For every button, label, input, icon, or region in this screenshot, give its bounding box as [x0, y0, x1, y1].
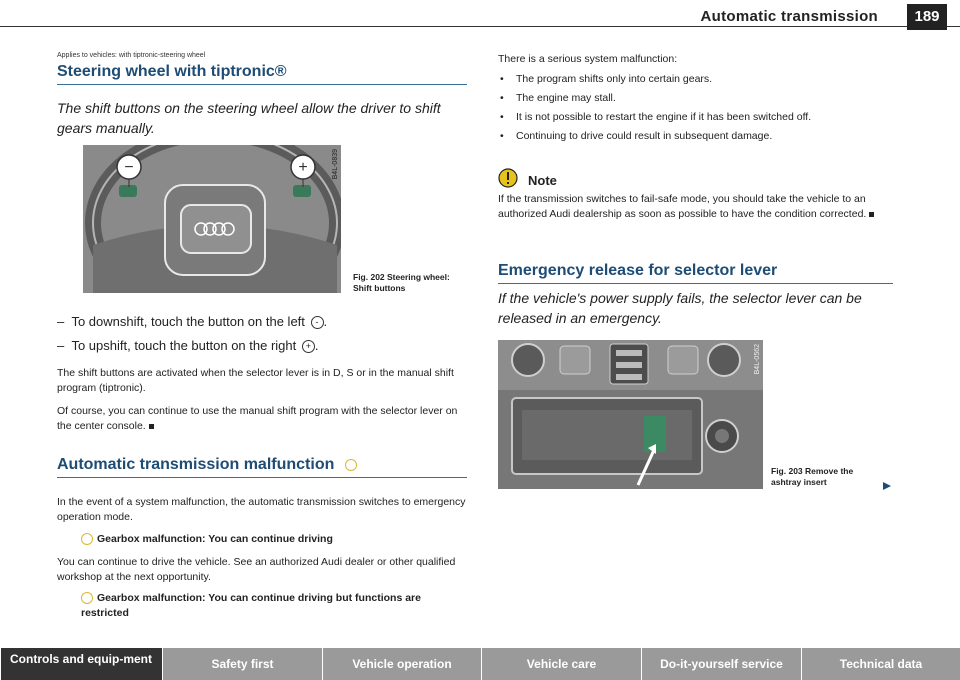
nav-tab-technical-data[interactable]: Technical data: [801, 648, 960, 680]
nav-tab-controls[interactable]: Controls and equip-ment: [0, 648, 162, 680]
figure-caption: Fig. 203 Remove the ashtray insert: [771, 466, 854, 487]
step-text: To upshift, touch the button on the right: [71, 338, 297, 353]
list-item-text: Continuing to drive could result in subsequent damage.: [516, 130, 773, 142]
section-title-steering-wheel: Steering wheel with tiptronic®: [57, 63, 467, 85]
step-downshift: – To downshift, touch the button on the left - .: [57, 314, 328, 329]
section-lead-emergency-release: If the vehicle's power supply fails, the selector lever can be released in an emergency.: [498, 290, 862, 326]
bullet-dot: •: [500, 111, 504, 123]
list-item: [498, 110, 893, 129]
continue-arrow-icon: [882, 481, 892, 491]
paragraph-activation: The shift buttons are activated when the selector lever is in D, S or in the manual shift program (tiptronic).: [57, 367, 454, 394]
warning-text: Gearbox malfunction: You can continue driving but functions are restricted: [81, 592, 421, 619]
note-body: If the transmission switches to fail-safe mode, you should take the vehicle to an authorized Audi dealership as soon as possible to have the condition corrected.: [498, 193, 867, 220]
bottom-navigation: [0, 648, 960, 680]
paragraph-continue: You can continue to drive the vehicle. See an authorized Audi dealer or other qualified workshop at the next opportunity.: [57, 556, 456, 583]
figure-code: B4L-0562: [754, 344, 761, 375]
nav-tab-diy-service[interactable]: Do-it-yourself service: [641, 648, 801, 680]
plus-circle-icon: +: [302, 340, 315, 353]
paragraph-text: Of course, you can continue to use the manual shift program with the selector lever on the center console.: [57, 405, 458, 432]
step-upshift: – To upshift, touch the button on the right + .: [57, 338, 319, 353]
note-exclamation-icon: [498, 168, 518, 188]
applies-to-note: Applies to vehicles: with tiptronic-steering wheel: [57, 52, 206, 59]
bullet-dot: •: [500, 73, 504, 85]
paragraph-manual-program: [57, 404, 467, 434]
console-illustration: [498, 340, 763, 489]
header-rule: [0, 26, 960, 27]
minus-circle-icon: -: [311, 316, 324, 329]
paragraph-malfunction-intro: In the event of a system malfunction, the automatic transmission switches to emergency operation mode.: [57, 496, 466, 523]
warning-light-icon: [81, 533, 93, 545]
list-item-text: It is not possible to restart the engine if it has been switched off.: [516, 111, 812, 123]
dash-bullet: –: [57, 338, 72, 353]
figure-caption: Fig. 202 Steering wheel: Shift buttons: [353, 272, 450, 293]
list-item-text: The program shifts only into certain gears.: [516, 73, 713, 85]
warning-light-icon: [81, 592, 93, 604]
end-mark-icon: [869, 212, 874, 217]
bullet-dot: •: [500, 92, 504, 104]
nav-tab-vehicle-care[interactable]: Vehicle care: [481, 648, 641, 680]
end-mark-icon: [149, 424, 154, 429]
warning-text: Gearbox malfunction: You can continue driving: [97, 533, 333, 545]
page-number: 189: [907, 4, 947, 30]
svg-text:+: +: [298, 159, 308, 176]
svg-text:−: −: [124, 159, 134, 176]
dash-bullet: –: [57, 314, 72, 329]
warning-restricted-functions: [81, 591, 471, 621]
list-item: [498, 129, 893, 148]
steering-wheel-illustration: [83, 145, 341, 293]
section-title-malfunction: [57, 456, 467, 478]
nav-tab-vehicle-operation[interactable]: Vehicle operation: [322, 648, 481, 680]
note-text: [498, 192, 893, 222]
nav-tab-safety[interactable]: Safety first: [162, 648, 322, 680]
list-item: [498, 72, 893, 91]
note-label: Note: [528, 173, 557, 188]
section-lead-steering-wheel: The shift buttons on the steering wheel allow the driver to shift gears manually.: [57, 100, 441, 136]
paragraph-serious-malfunction: There is a serious system malfunction:: [498, 53, 678, 65]
list-item-text: The engine may stall.: [516, 92, 616, 104]
figure-code: B4L-0839: [332, 149, 339, 180]
section-title-text: Automatic transmission malfunction: [57, 456, 335, 473]
figure-ashtray: [498, 340, 763, 489]
bullet-list: [498, 72, 893, 148]
warning-light-icon: [345, 459, 357, 471]
figure-steering-wheel: [83, 145, 341, 293]
list-item: [498, 91, 893, 110]
page-header-title: Automatic transmission: [700, 8, 878, 25]
section-title-emergency-release: Emergency release for selector lever: [498, 262, 893, 284]
warning-continue-driving: [81, 532, 471, 547]
step-text: To downshift, touch the button on the left: [71, 314, 305, 329]
note-header: [498, 168, 893, 190]
bullet-dot: •: [500, 130, 504, 142]
